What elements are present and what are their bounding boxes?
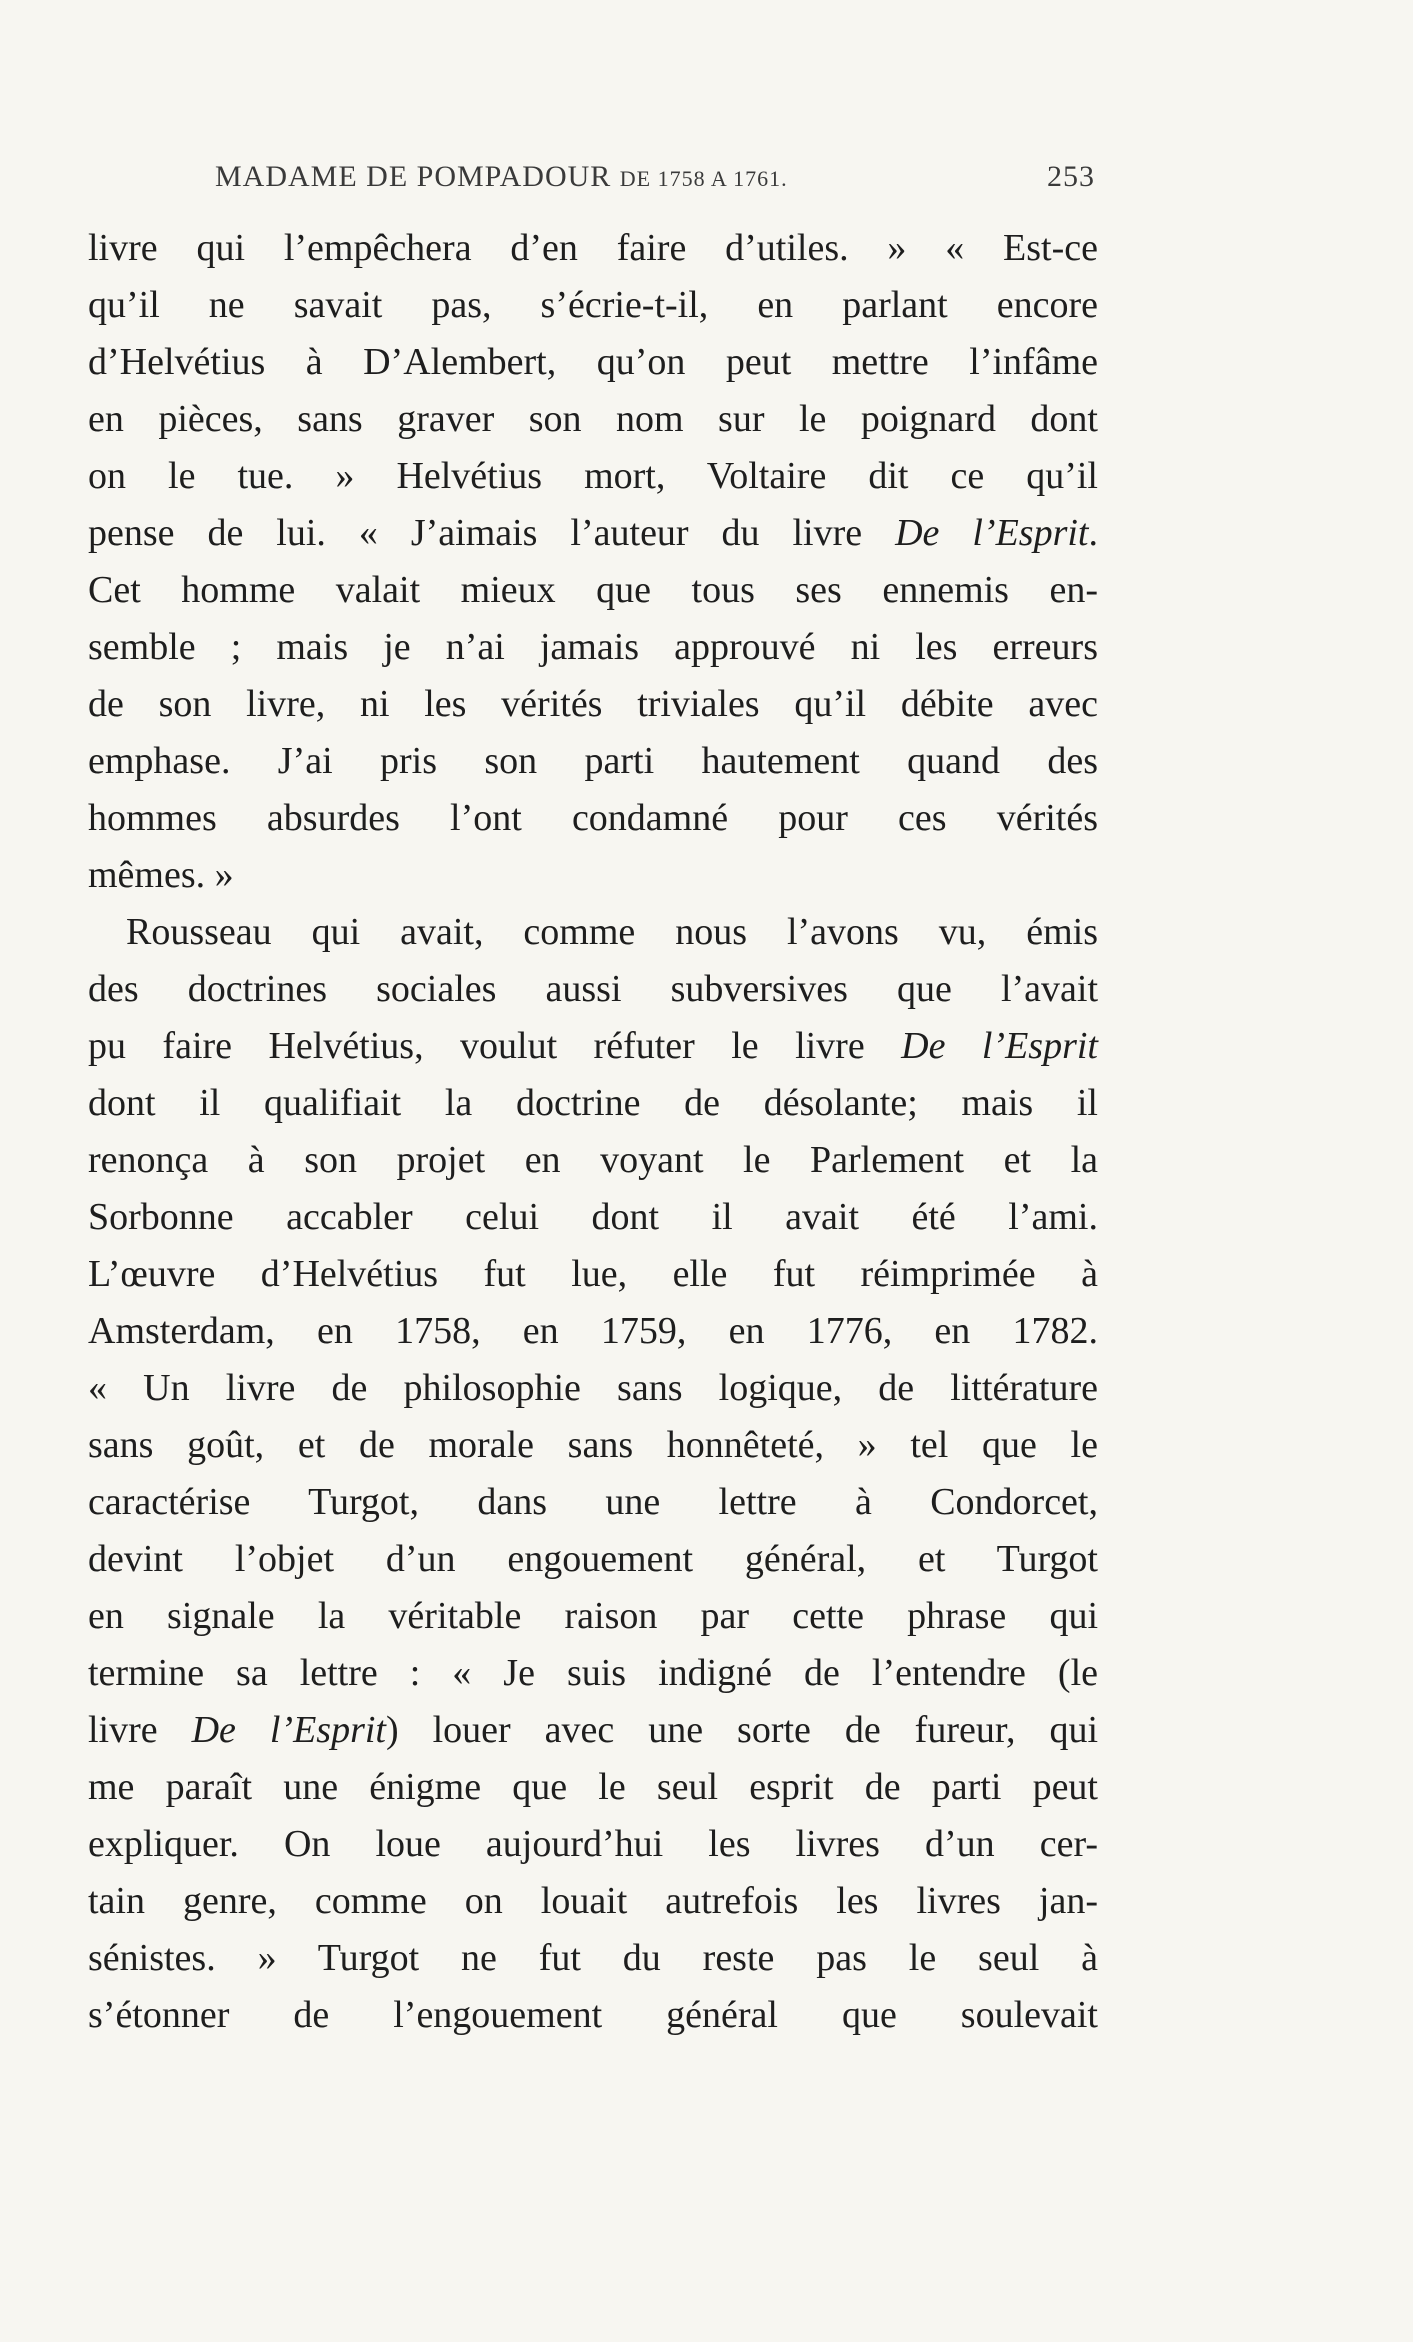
- text-line-19: L’œuvre d’Helvétius fut lue, elle fut réimprimée à: [88, 1253, 1098, 1295]
- text-line-17: renonça à son projet en voyant le Parlement et la: [88, 1139, 1098, 1181]
- text-line-20: Amsterdam, en 1758, en 1759, en 1776, en 1782.: [88, 1310, 1098, 1352]
- book-title-italic: De l’Esprit: [901, 1025, 1098, 1067]
- running-head: [215, 160, 1095, 200]
- text-line-5: on le tue. » Helvétius mort, Voltaire dit ce qu’il: [88, 455, 1098, 497]
- text-line-29: expliquer. On loue aujourd’hui les livres d’un cer-: [88, 1823, 1098, 1865]
- text-line-4: en pièces, sans graver son nom sur le poignard dont: [88, 398, 1098, 440]
- text-line-11: hommes absurdes l’ont condamné pour ces vérités: [88, 797, 1098, 839]
- text-line-16: dont il qualifiait la doctrine de désolante; mais il: [88, 1082, 1098, 1124]
- running-head-title: [215, 160, 788, 194]
- text-line-8: semble ; mais je n’ai jamais approuvé ni les erreurs: [88, 626, 1098, 668]
- text-line-22: sans goût, et de morale sans honnêteté, » tel que le: [88, 1424, 1098, 1466]
- text-line-12: mêmes. »: [88, 854, 234, 896]
- text-line-24: devint l’objet d’un engouement général, et Turgot: [88, 1538, 1098, 1580]
- book-title-italic: De l’Esprit: [191, 1709, 386, 1751]
- book-title-italic: De l’Esprit: [895, 512, 1089, 554]
- text-line-9: de son livre, ni les vérités triviales qu’il débite avec: [88, 683, 1098, 725]
- text-line-23: caractérise Turgot, dans une lettre à Condorcet,: [88, 1481, 1098, 1523]
- text-line-28: me paraît une énigme que le seul esprit de parti peut: [88, 1766, 1098, 1808]
- text-line-27: livre De l’Esprit) louer avec une sorte de fureur, qui: [88, 1709, 1099, 1751]
- text-line-7: Cet homme valait mieux que tous ses ennemis en-: [88, 569, 1098, 611]
- text-line-14: des doctrines sociales aussi subversives que l’avait: [88, 968, 1098, 1010]
- text-line-18: Sorbonne accabler celui dont il avait été l’ami.: [88, 1196, 1098, 1238]
- running-head-dates: DE 1758 A 1761.: [619, 166, 788, 191]
- text-line-2: qu’il ne savait pas, s’écrie-t-il, en parlant encore: [88, 284, 1098, 326]
- running-head-title-text: MADAME DE POMPADOUR: [215, 160, 612, 193]
- text-line-10: emphase. J’ai pris son parti hautement quand des: [88, 740, 1098, 782]
- text-line-15: pu faire Helvétius, voulut réfuter le livre De l’Esprit: [88, 1025, 1098, 1067]
- text-line-30: tain genre, comme on louait autrefois les livres jan-: [88, 1880, 1098, 1922]
- text-line-1: livre qui l’empêchera d’en faire d’utiles. » « Est-ce: [88, 227, 1098, 269]
- text-line-6: pense de lui. « J’aimais l’auteur du livre De l’Esprit.: [88, 512, 1098, 554]
- text-line-26: termine sa lettre : « Je suis indigné de l’entendre (le: [88, 1652, 1098, 1694]
- text-line-21: « Un livre de philosophie sans logique, de littérature: [88, 1367, 1098, 1409]
- text-line-25: en signale la véritable raison par cette phrase qui: [88, 1595, 1098, 1637]
- page-number: 253: [1047, 160, 1095, 193]
- text-line-13: Rousseau qui avait, comme nous l’avons vu, émis: [126, 911, 1098, 953]
- text-line-31: sénistes. » Turgot ne fut du reste pas le seul à: [88, 1937, 1098, 1979]
- text-line-3: d’Helvétius à D’Alembert, qu’on peut mettre l’infâme: [88, 341, 1098, 383]
- text-line-32: s’étonner de l’engouement général que soulevait: [88, 1994, 1098, 2036]
